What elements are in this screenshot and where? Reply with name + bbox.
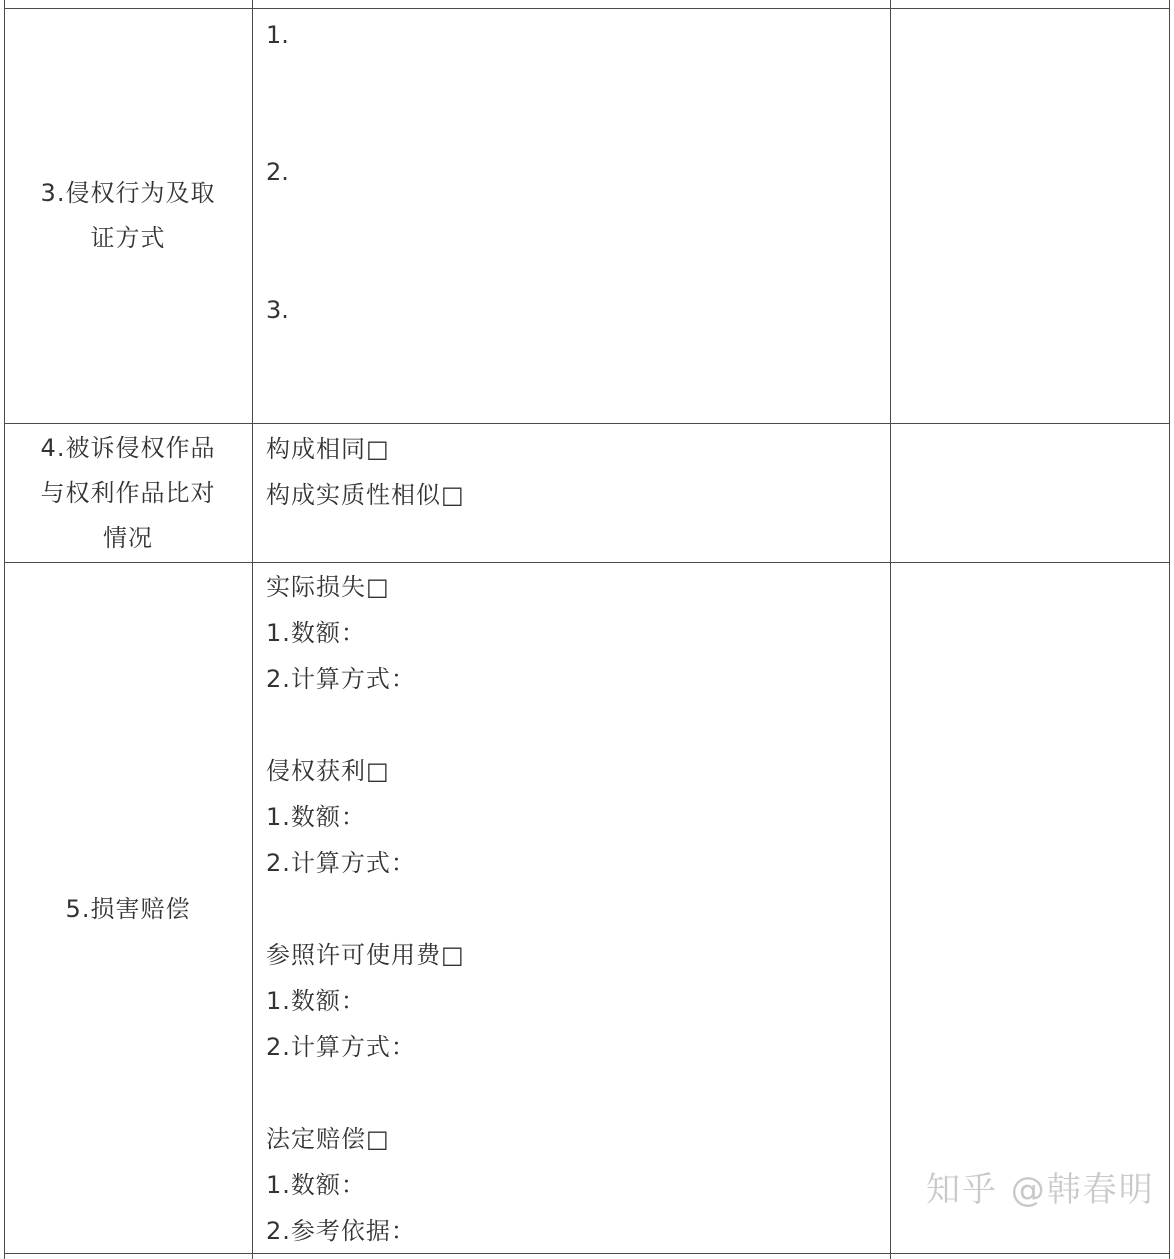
row4-label-line: 4.被诉侵权作品 (40, 434, 216, 462)
table-border-col1 (252, 0, 253, 1259)
row5-line: 2.计算方式： (266, 1033, 416, 1061)
row5-label-line: 5.损害赔偿 (65, 895, 191, 923)
table-border-row3-row4 (4, 423, 1169, 424)
row5-line: 2.计算方式： (266, 665, 416, 693)
row5-line (266, 702, 866, 748)
table-border-right (1169, 0, 1170, 1259)
row5-line: 2.计算方式： (266, 849, 416, 877)
row3-item-3: 3. (266, 296, 289, 324)
row4-label-line: 与权利作品比对 (40, 479, 216, 507)
row4-option-identical: 构成相同□ (266, 435, 390, 463)
watermark: 知乎 @韩春明 (926, 1170, 1155, 1210)
table-border-top (4, 8, 1169, 9)
row4-content (266, 426, 866, 518)
row5-line: 1.数额： (266, 803, 366, 831)
row4-label (8, 426, 248, 561)
row5-line: 侵权获利□ (266, 757, 390, 785)
row4-option-substantially-similar: 构成实质性相似□ (266, 481, 465, 509)
row5-line: 法定赔偿□ (266, 1125, 390, 1153)
row5-line (266, 886, 866, 932)
row5-line: 2.参考依据： (266, 1217, 416, 1245)
table-border-col2 (890, 0, 891, 1259)
row5-line: 实际损失□ (266, 573, 390, 601)
row5-line: 1.数额： (266, 619, 366, 647)
row3-label (8, 171, 248, 261)
row3-item-1: 1. (266, 21, 289, 49)
row5-content (266, 564, 866, 1254)
table-border-row4-row5 (4, 562, 1169, 563)
row4-label-line: 情况 (103, 524, 153, 552)
row3-label-line: 证方式 (90, 224, 166, 252)
row5-line: 参照许可使用费□ (266, 941, 465, 969)
row3-label-line: 3.侵权行为及取 (40, 179, 216, 207)
row5-line: 1.数额： (266, 987, 366, 1015)
row5-line (266, 1070, 866, 1116)
row5-label (8, 887, 248, 932)
row5-line: 1.数额： (266, 1171, 366, 1199)
row3-item-2: 2. (266, 158, 289, 186)
table-border-left (4, 0, 5, 1259)
